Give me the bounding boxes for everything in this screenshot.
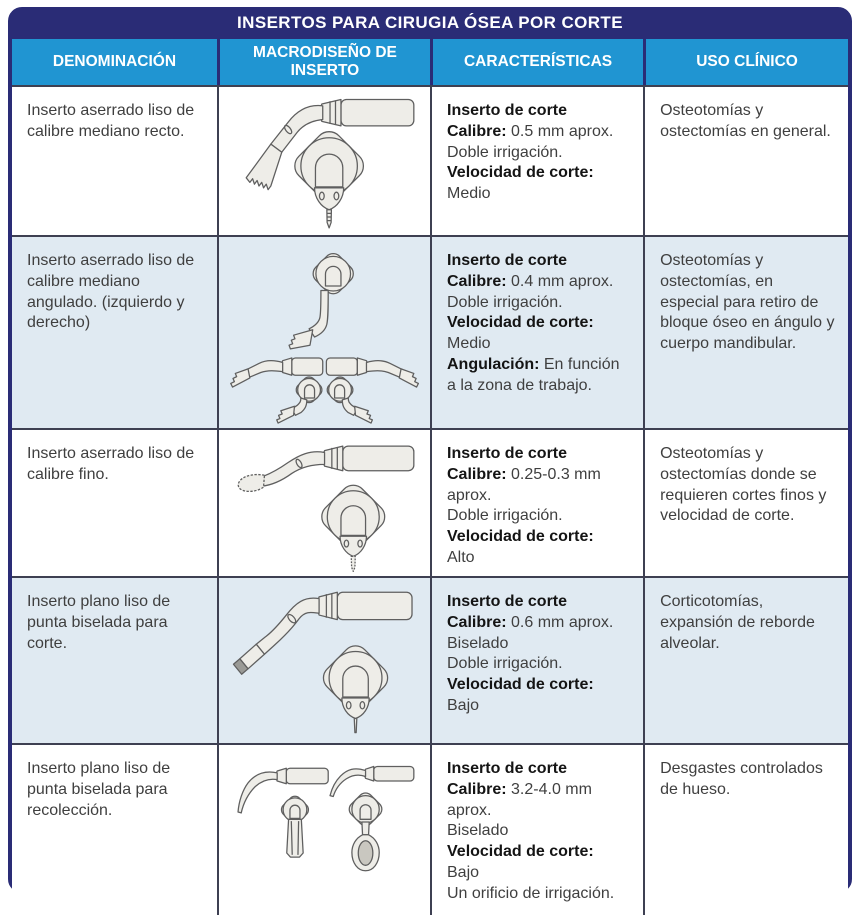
inserto-aserrado-fino-illustration	[228, 437, 421, 572]
caracteristicas-cell	[430, 85, 643, 235]
macrodiseno-cell	[217, 85, 430, 235]
table-header-row	[12, 39, 848, 85]
macrodiseno-cell	[217, 235, 430, 428]
caracteristica-line: Bajo	[447, 696, 480, 714]
table-row	[12, 235, 848, 428]
uso-clinico-cell: Osteotomías y ostectomías en general.	[643, 85, 848, 235]
caracteristica-line: Calibre: 0.4 mm aprox.	[447, 272, 614, 290]
caracteristica-line: Inserto de corte	[447, 102, 568, 119]
caracteristica-line: Velocidad de corte:	[447, 164, 594, 182]
caracteristica-line: Doble irrigación.	[447, 655, 563, 673]
denominacion-cell: Inserto aserrado liso de calibre mediano angulado. (izquierdo y derecho)	[12, 235, 217, 428]
col-header-uso-clinico: USO CLÍNICO	[643, 39, 848, 85]
caracteristica-line: Inserto de corte	[447, 252, 568, 269]
caracteristica-line: Calibre: 0.5 mm aprox.	[447, 122, 614, 140]
caracteristica-line: Doble irrigación.	[447, 143, 563, 161]
caracteristica-line: Doble irrigación.	[447, 293, 563, 311]
col-header-macrodiseno: MACRODISEÑO DE INSERTO	[217, 39, 430, 85]
inserts-table	[8, 7, 852, 902]
caracteristica-line: Medio	[447, 335, 491, 353]
caracteristica-line: Calibre: 0.6 mm aprox.	[447, 613, 614, 631]
caracteristica-line: Bajo	[447, 863, 480, 881]
caracteristica-line: Inserto de corte	[447, 445, 568, 462]
caracteristica-line: Velocidad de corte:	[447, 528, 594, 546]
caracteristica-line: Calibre: 3.2-4.0 mm aprox.	[447, 780, 592, 819]
macrodiseno-cell	[217, 743, 430, 915]
caracteristica-line: Biselado	[447, 822, 509, 840]
caracteristica-line: Biselado	[447, 634, 509, 652]
caracteristica-line: Inserto de corte	[447, 593, 568, 610]
uso-clinico-cell: Osteotomías y ostectomías donde se requieren cortes finos y velocidad de corte.	[643, 428, 848, 579]
caracteristica-line: Doble irrigación.	[447, 507, 563, 525]
caracteristica-line: Un orificio de irrigación.	[447, 884, 615, 902]
denominacion-cell: Inserto plano liso de punta biselada para corte.	[12, 576, 217, 743]
macrodiseno-cell	[217, 576, 430, 743]
denominacion-cell: Inserto plano liso de punta biselada para recolección.	[12, 743, 217, 915]
inserto-plano-biselado-recoleccion-illustration	[228, 761, 421, 898]
denominacion-cell: Inserto aserrado liso de calibre fino.	[12, 428, 217, 579]
caracteristica-line: Alto	[447, 548, 475, 566]
caracteristicas-cell	[430, 235, 643, 428]
macrodiseno-cell	[217, 428, 430, 579]
table-row	[12, 428, 848, 576]
inserto-aserrado-mediano-recto-illustration	[228, 94, 421, 229]
caracteristicas-cell	[430, 428, 643, 579]
table-title: INSERTOS PARA CIRUGIA ÓSEA POR CORTE	[12, 11, 848, 39]
table-row	[12, 85, 848, 235]
inserto-plano-biselado-corte-illustration	[228, 585, 421, 736]
caracteristica-line: Angulación: En función a la zona de trabajo.	[447, 355, 620, 394]
caracteristica-line: Calibre: 0.25-0.3 mm aprox.	[447, 465, 601, 504]
caracteristicas-cell	[430, 743, 643, 915]
caracteristicas-cell	[430, 576, 643, 743]
col-header-caracteristicas: CARACTERÍSTICAS	[430, 39, 643, 85]
table-row	[12, 743, 848, 902]
uso-clinico-cell: Corticotomías, expansión de reborde alveolar.	[643, 576, 848, 743]
inserto-aserrado-mediano-angulado-illustration	[228, 245, 421, 420]
caracteristica-line: Velocidad de corte:	[447, 843, 594, 861]
uso-clinico-cell: Osteotomías y ostectomías, en especial para retiro de bloque óseo en ángulo y cuerpo mandibular.	[643, 235, 848, 428]
caracteristica-line: Velocidad de corte:	[447, 314, 594, 332]
caracteristica-line: Medio	[447, 185, 491, 203]
table-row	[12, 576, 848, 743]
denominacion-cell: Inserto aserrado liso de calibre mediano recto.	[12, 85, 217, 235]
caracteristica-line: Inserto de corte	[447, 760, 568, 777]
col-header-denominacion: DENOMINACIÓN	[52, 52, 177, 70]
uso-clinico-cell: Desgastes controlados de hueso.	[643, 743, 848, 915]
caracteristica-line: Velocidad de corte:	[447, 676, 594, 694]
